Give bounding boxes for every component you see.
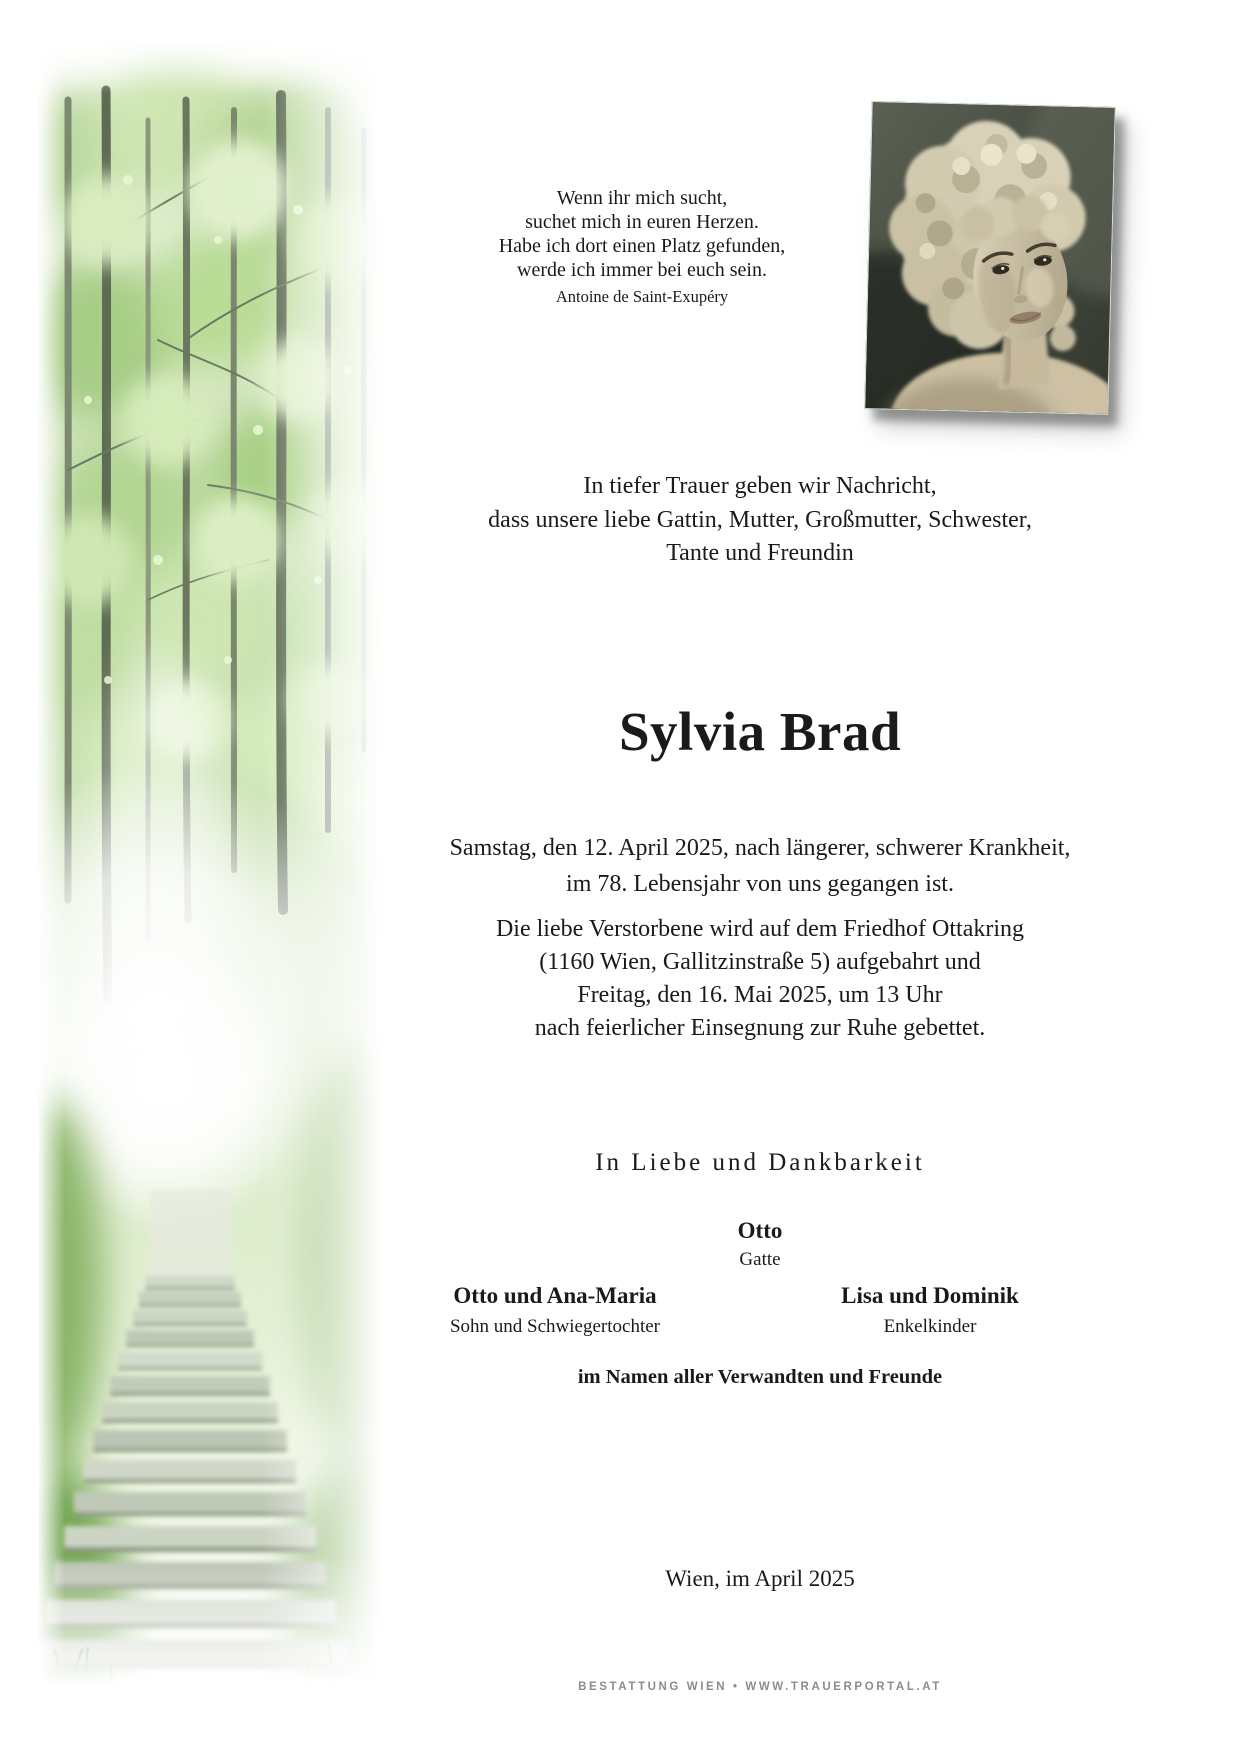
death-notice-block <box>280 830 1240 902</box>
deceased-name: Sylvia Brad <box>618 701 902 762</box>
mourner-relation: Sohn und Schwiegertochter <box>449 1316 660 1337</box>
quote-line: werde ich immer bei euch sein. <box>517 259 767 281</box>
quote-block <box>362 186 922 309</box>
mourner-primary-name: Otto <box>737 1218 783 1243</box>
quote-attribution: Antoine de Saint-Exupéry <box>555 287 729 306</box>
mourner-column-right <box>770 1283 1090 1338</box>
announcement-line: Tante und Freundin <box>666 540 854 566</box>
death-notice-line: im 78. Lebensjahr von uns gegangen ist. <box>566 871 954 897</box>
quote-line: Habe ich dort einen Platz gefunden, <box>498 235 786 257</box>
death-notice-line: Samstag, den 12. April 2025, nach längerer, schwerer Krankheit, <box>449 835 1071 861</box>
funeral-notice-line: nach feierlicher Einsegnung zur Ruhe gebettet. <box>534 1015 986 1041</box>
announcement-line: dass unsere liebe Gattin, Mutter, Großmutter, Schwester, <box>488 506 1032 533</box>
funeral-notice-line: (1160 Wien, Gallitzinstraße 5) aufgebahrt und <box>539 949 981 975</box>
mourner-name: Otto und Ana-Maria <box>453 1283 657 1308</box>
closing-line: In Liebe und Dankbarkeit <box>595 1149 925 1176</box>
announcement-block <box>280 470 1240 571</box>
announcement-line: In tiefer Trauer geben wir Nachricht, <box>583 473 937 499</box>
funeral-notice-block <box>280 913 1240 1045</box>
funeral-notice-line: Freitag, den 16. Mai 2025, um 13 Uhr <box>577 982 943 1008</box>
mourner-primary-relation: Gatte <box>739 1249 781 1270</box>
funeral-notice-line: Die liebe Verstorbene wird auf dem Friedhof Ottakring <box>495 916 1025 942</box>
quote-line: Wenn ihr mich sucht, <box>556 187 728 209</box>
footer-text: BESTATTUNG WIEN • WWW.TRAUERPORTAL.AT <box>578 1681 942 1693</box>
mourner-name: Lisa und Dominik <box>841 1283 1019 1308</box>
mourner-note: im Namen aller Verwandten und Freunde <box>577 1366 943 1388</box>
mourner-relation: Enkelkinder <box>883 1316 977 1337</box>
place-date: Wien, im April 2025 <box>665 1566 855 1591</box>
mourner-columns <box>280 1283 1240 1363</box>
mourner-column-left <box>335 1283 775 1338</box>
quote-line: suchet mich in euren Herzen. <box>525 211 759 233</box>
